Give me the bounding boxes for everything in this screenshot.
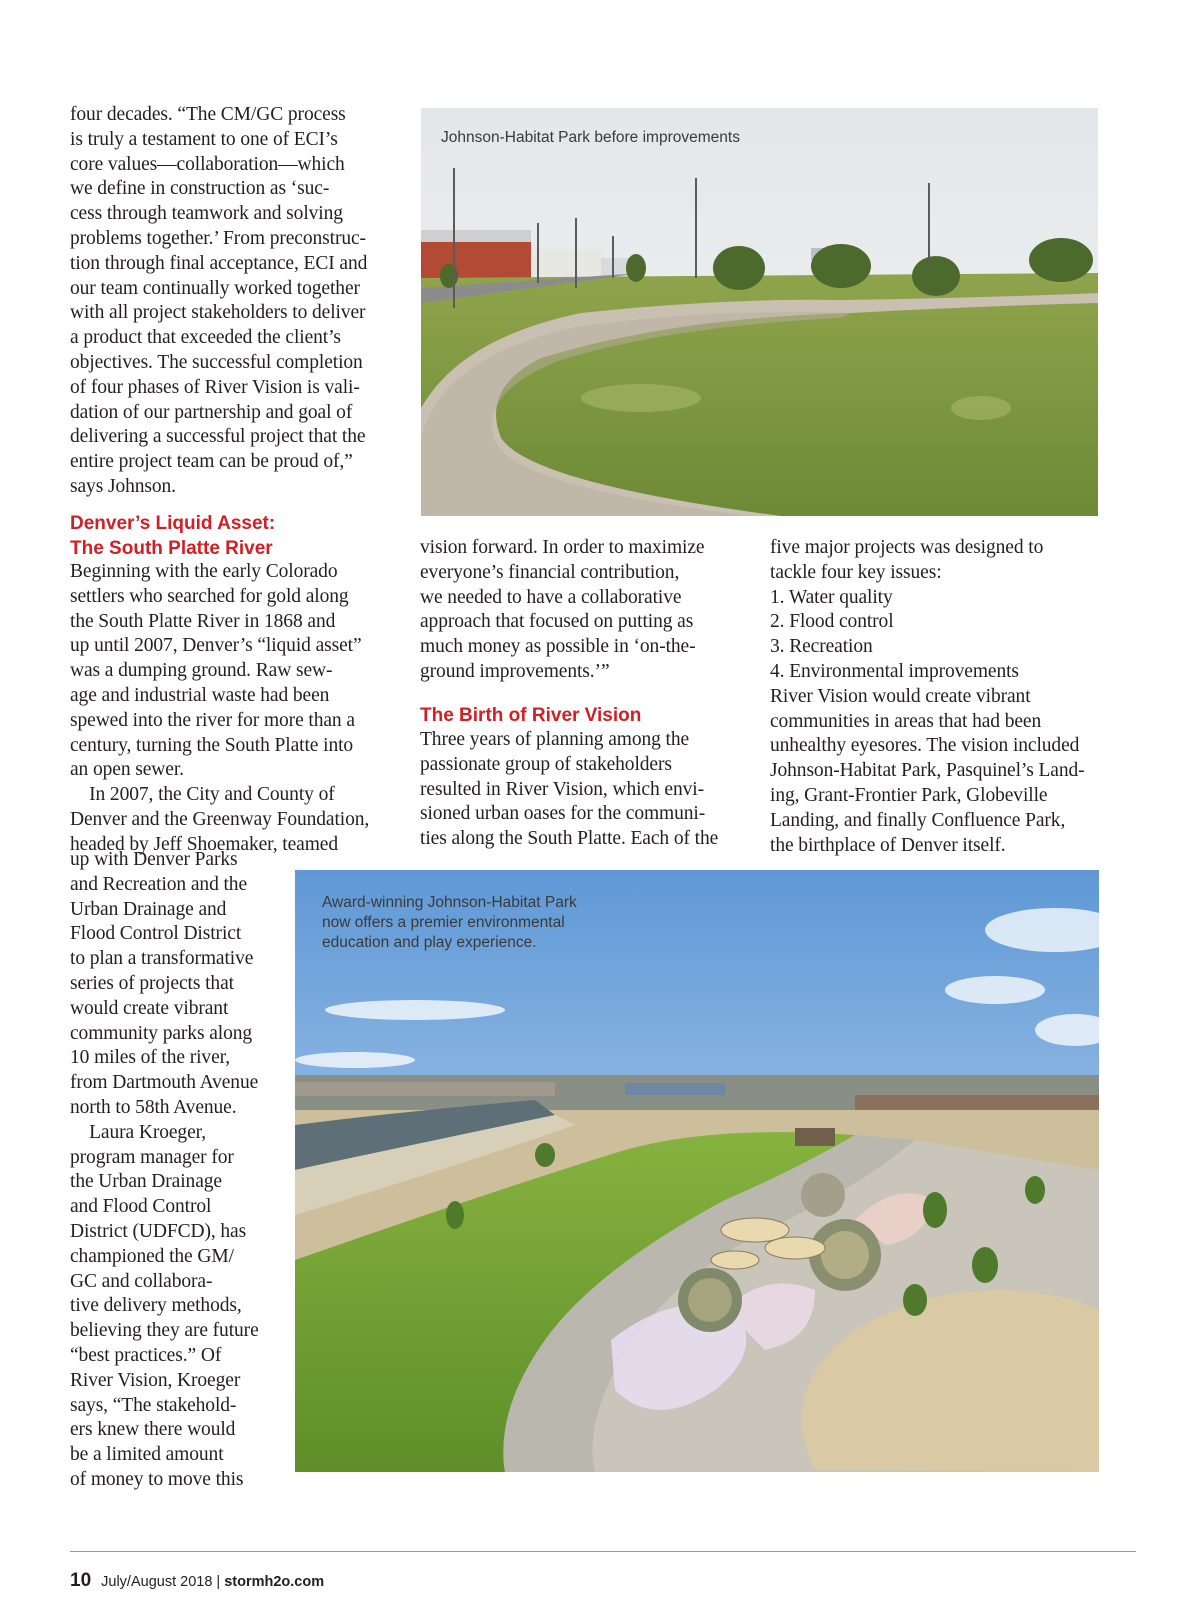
page-number: 10 <box>70 1570 92 1591</box>
section1-narrow-text: up with Denver Parks and Recreation and the Urban Drainage and Flood Control District to plan a transformative series of projects that would create vibrant community parks along 10 miles of the river, from Dartmouth Avenue north to 58th Avenue. Laura Kroeger, program manager for the Urban Drainage and Flood Control District (UDFCD), has championed the GM/ GC and collabora- tive delivery methods, believing they are future “best practices.” Of River Vision, Kroeger says, “The stakehold- ers knew there would be a limited amount of money to move this <box>70 849 259 1490</box>
col1-top-text: four decades. “The CM/GC process is truly a testament to one of ECI’s core values—collaboration—which we define in construction as ‘suc- cess through teamwork and solving problems together.’ From preconstruc- tion through final acceptance, ECI and our team continually worked together with all project stakeholders to deliver a product that exceeded the client’s objectives. The successful completion of four phases of River Vision is vali- dation of our partnership and goal of delivering a successful project that the entire project team can be proud of,” says Johnson. <box>70 104 368 497</box>
caption-park-before: Johnson-Habitat Park before improvements <box>441 129 740 146</box>
issue-date: July/August 2018 | <box>101 1574 225 1590</box>
photo-park-after <box>295 870 1099 1472</box>
section-heading-liquid-asset: Denver’s Liquid Asset: The South Platte River <box>70 513 276 559</box>
section1-body-text: Beginning with the early Colorado settlers who searched for gold along the South Platte River in 1868 and up until 2007, Denver’s “liquid asset” was a dumping ground. Raw sew- age and industrial waste had been spewed into the river for more than a century, turning the South Platte into an open sewer. In 2007, the City and County of Denver and the Greenway Foundation, headed by Jeff Shoemaker, teamed <box>70 561 370 855</box>
section-heading-birth-river-vision: The Birth of River Vision <box>420 705 642 726</box>
col3-text: five major projects was designed to tackle four key issues: 1. Water quality 2. Flood control 3. Recreation 4. Environmental improvements River Vision would create vibrant communities in areas that had been unhealthy eyesores. The vision included Johnson-Habitat Park, Pasquinel’s Land- ing, Grant-Frontier Park, Globeville Landing, and finally Confluence Park, the birthplace of Denver itself. <box>770 537 1085 856</box>
photo-park-before <box>421 108 1098 516</box>
caption-park-after: Award-winning Johnson-Habitat Park now offers a premier environmental education and play experience. <box>322 894 577 951</box>
col2-top-text: vision forward. In order to maximize everyone’s financial contribution, we needed to have a collaborative approach that focused on putting as much money as possible in ‘on-the- ground improvements.’” <box>420 537 705 682</box>
footer <box>70 1570 324 1592</box>
site-link[interactable]: stormh2o.com <box>224 1574 325 1590</box>
col2-bottom-text: Three years of planning among the passionate group of stakeholders resulted in River Vision, which envi- sioned urban oases for the communi- ties along the South Platte. Each of the <box>420 729 719 850</box>
footer-rule <box>70 1551 1136 1552</box>
